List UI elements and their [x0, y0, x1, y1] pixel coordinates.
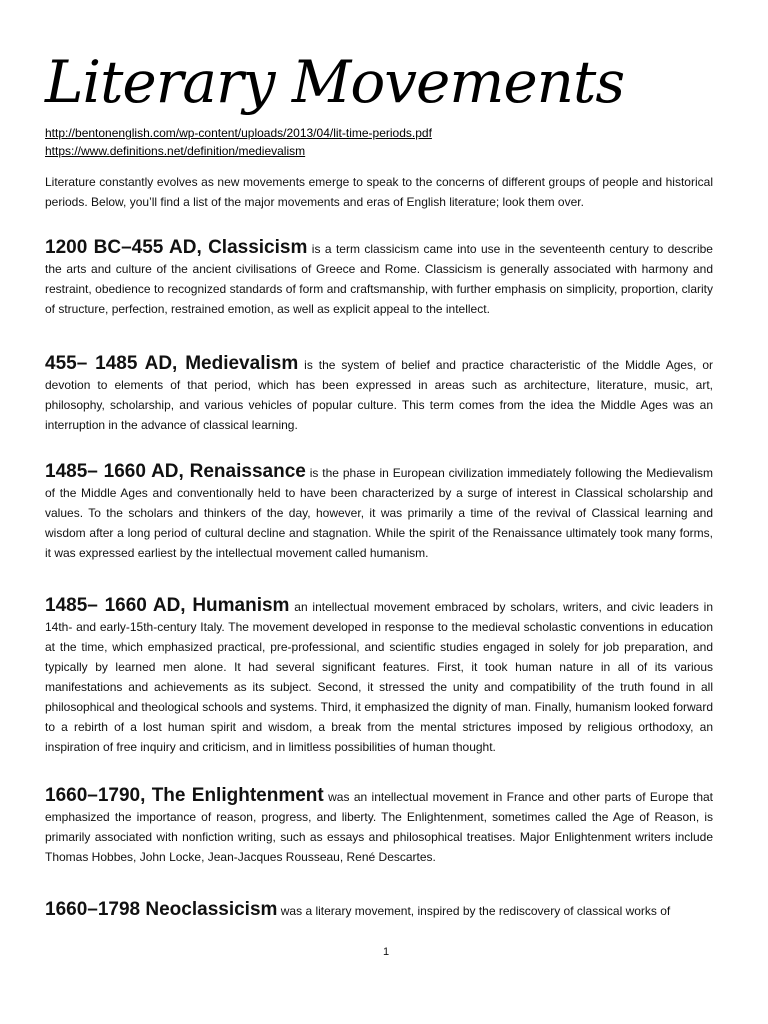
page-number: 1 — [382, 946, 390, 958]
section-description: was a literary movement, inspired by the rediscovery of classical works of — [280, 904, 671, 918]
section-description: was an intellectual movement in France and other parts of Europe that emphasized the importance of reason, progress, and liberty. The Enlightenment, sometimes called the Age of Reason, is primarily associated with nonfiction writing, such as essays and philosophical treatises. Major Enlightenment writers include Thomas Hobbes, John Locke, Jean-Jacques Rousseau, René Descartes. — [45, 790, 713, 864]
section-paragraph — [45, 786, 713, 867]
section-classicism — [45, 238, 713, 319]
section-heading: 1660–1798 Neoclassicism — [45, 899, 278, 920]
source-links — [45, 124, 432, 160]
section-neoclassicism — [45, 900, 713, 921]
section-paragraph — [45, 900, 713, 921]
source-link-lit-time-periods[interactable]: http://bentonenglish.com/wp-content/uploads/2013/04/lit-time-periods.pdf — [45, 126, 432, 140]
section-humanism — [45, 596, 713, 757]
source-link-medievalism[interactable]: https://www.definitions.net/definition/medievalism — [45, 144, 306, 158]
intro-paragraph: Literature constantly evolves as new movements emerge to speak to the concerns of different groups of people and historical periods. Below, you’ll find a list of the major movements and eras of English literature; look them over. — [45, 175, 713, 209]
section-heading: 1660–1790, The Enlightenment — [45, 785, 324, 806]
section-heading: 1485– 1660 AD, Humanism — [45, 595, 290, 616]
section-description: is the phase in European civilization immediately following the Medievalism of the Middle Ages and conventionally held to have been characterized by a surge of interest in Classical scholarship and values. To the scholars and thinkers of the day, however, it was primarily a time of the revival of Classical learning and wisdom after a long period of cultural decline and stagnation. While the spirit of the Renaissance ultimately took many forms, it was expressed earliest by the intellectual movement called humanism. — [45, 466, 713, 560]
section-description: an intellectual movement embraced by scholars, writers, and civic leaders in 14th- and early-15th-century Italy. The movement developed in response to the medieval scholastic conventions in education at the time, which emphasized practical, pre-professional, and scientific studies engaged in solely for job preparation, and typically by learned men alone. It had several significant features. First, it took human nature in all of its various manifestations and achievements as its subject. Second, it stressed the unity and compatibility of the truth found in all philosophical and theological schools and systems. Third, it emphasized the dignity of man. Finally, humanism looked forward to a rebirth of a lost human spirit and wisdom, a break from the mental strictures imposed by religious orthodoxy, an inspiration of free inquiry and criticism, and in limitless possibilities of human thought. — [45, 600, 713, 754]
section-medievalism — [45, 354, 713, 435]
section-heading: 1200 BC–455 AD, Classicism — [45, 237, 308, 258]
section-heading: 1485– 1660 AD, Renaissance — [45, 461, 306, 482]
section-heading: 455– 1485 AD, Medievalism — [45, 353, 299, 374]
document-page — [45, 0, 713, 1024]
section-enlightenment — [45, 786, 713, 867]
section-paragraph — [45, 354, 713, 435]
document-title: Literary Movements — [45, 48, 625, 116]
section-description: is the system of belief and practice characteristic of the Middle Ages, or devotion to elements of that period, which has been expressed in areas such as architecture, literature, music, art, philosophy, scholarship, and various vehicles of popular culture. This term comes from the idea the Middle Ages was an interruption in the advance of classical learning. — [45, 358, 713, 432]
section-paragraph — [45, 596, 713, 757]
section-renaissance — [45, 462, 713, 563]
section-paragraph — [45, 462, 713, 563]
section-paragraph — [45, 238, 713, 319]
section-description: is a term classicism came into use in the seventeenth century to describe the arts and culture of the ancient civilisations of Greece and Rome. Classicism is generally associated with harmony and restraint, obedience to recognized standards of form and craftsmanship, with further emphasis on simplicity, proportion, clarity of structure, perfection, restrained emotion, as well as explicit appeal to the intellect. — [45, 242, 713, 316]
